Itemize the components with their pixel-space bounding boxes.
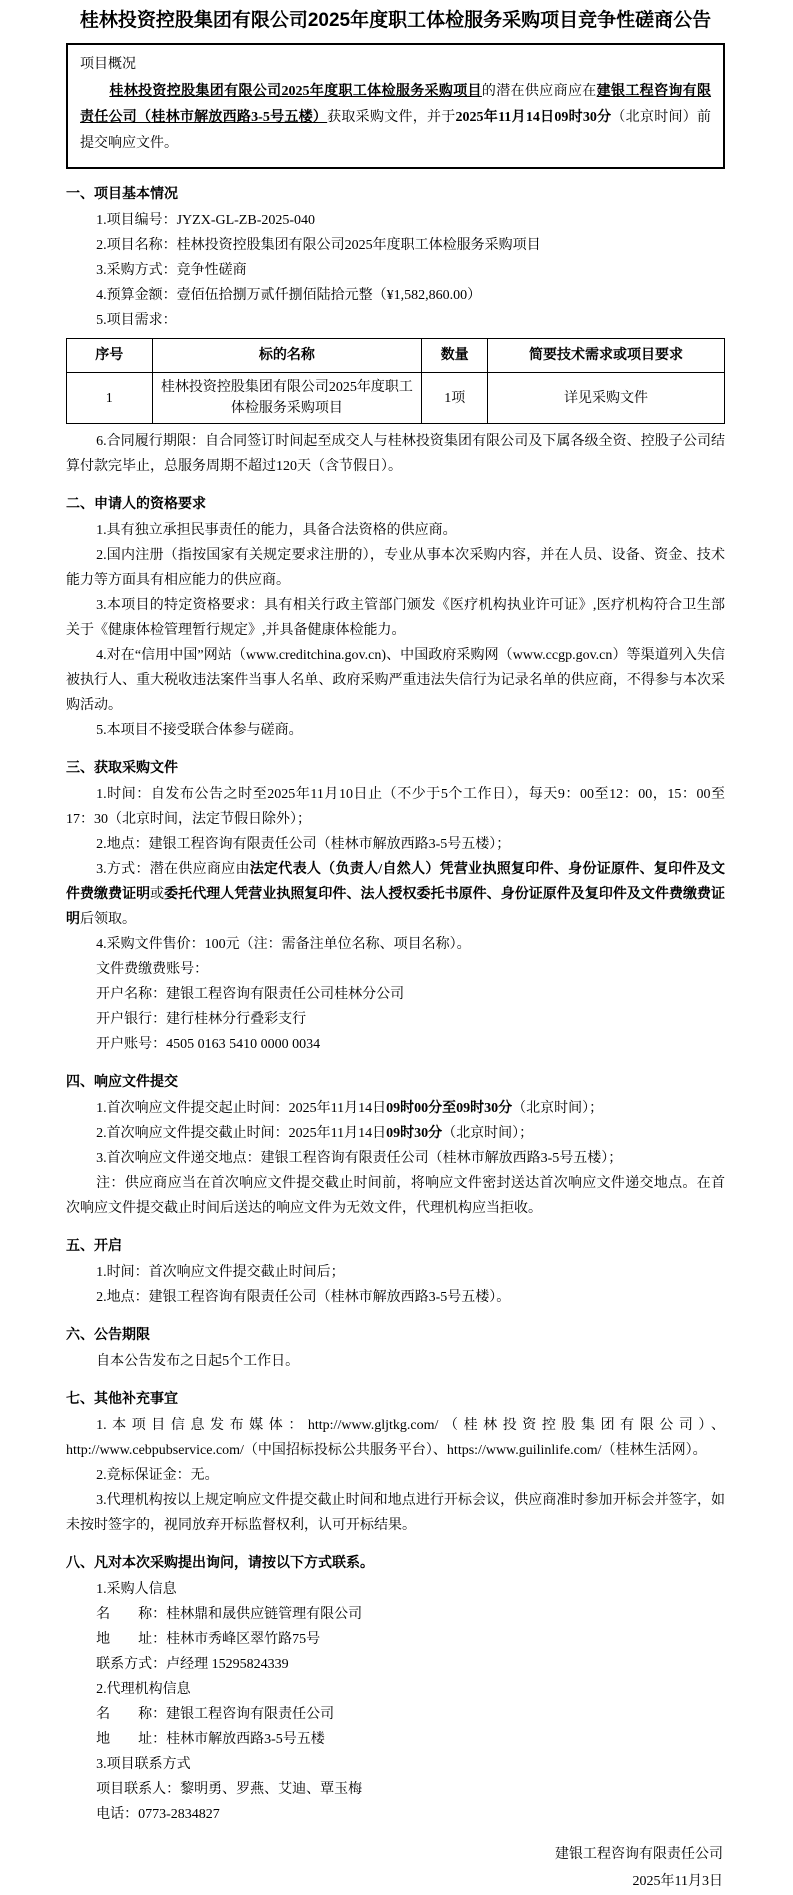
text-segment: 或 [150, 887, 165, 902]
opening-location [66, 1285, 725, 1310]
table-cell: 1项 [422, 373, 488, 424]
text-segment: 1.首次响应文件提交起止时间：2025年11月14日 [96, 1101, 387, 1116]
text-segment: （北京时间）； [442, 1126, 534, 1141]
text-segment: 2.代理机构信息 [96, 1682, 191, 1697]
text-segment: 地 址：桂林市解放西路3-5号五楼 [96, 1732, 325, 1747]
text-segment: 2.首次响应文件提交截止时间：2025年11月14日 [96, 1126, 387, 1141]
text-segment: 1.时间：首次响应文件提交截止时间后； [96, 1265, 345, 1280]
opening-meeting-rule [66, 1488, 725, 1538]
purchaser-contact [66, 1652, 725, 1677]
text-segment: 建银工程咨询有限责任公司（桂林市解放西路3-5号五楼） [80, 84, 712, 125]
project-requirements-label [66, 308, 725, 333]
text-segment: 开户账号：4505 0163 5410 0000 0034 [96, 1037, 321, 1052]
info-media [66, 1413, 725, 1463]
agency-name [66, 1702, 725, 1727]
qualification-1 [66, 518, 725, 543]
purchaser-info-label [66, 1577, 725, 1602]
qualification-5 [66, 718, 725, 743]
section-opening-heading: 五、开启 [66, 1237, 122, 1253]
text-segment: 桂林投资控股集团有限公司2025年度职工体检服务采购项目 [109, 84, 482, 99]
text-segment: 开户名称：建银工程咨询有限责任公司桂林分公司 [96, 987, 405, 1002]
project-name [66, 233, 725, 258]
text-segment: 2.竞标保证金：无。 [96, 1468, 219, 1483]
text-segment: 联系方式：卢经理 15295824339 [96, 1657, 289, 1672]
table-cell: 桂林投资控股集团有限公司2025年度职工体检服务采购项目 [152, 373, 422, 424]
text-segment: 09时30分 [386, 1126, 443, 1141]
text-segment: 2.地点：建银工程咨询有限责任公司（桂林市解放西路3-5号五楼）； [96, 837, 511, 852]
text-segment: 1.本项目信息发布媒体：http://www.gljtkg.com/（桂林投资控股集团有限公司）、http://www.cebpubservice.com/（中国招标投标公共服务平台）、https://www.guilinlife.com/（桂林生活网）。 [66, 1418, 725, 1458]
text-segment: 2.项目名称：桂林投资控股集团有限公司2025年度职工体检服务采购项目 [96, 238, 541, 253]
text-segment: 3.项目联系方式 [96, 1757, 191, 1772]
text-segment: 委托代理人凭营业执照复印件、法人授权委托书原件、身份证原件及复印件及文件费缴费证明 [66, 887, 726, 927]
text-segment: 开户银行：建行桂林分行叠彩支行 [96, 1012, 307, 1027]
announcement-period [66, 1349, 725, 1374]
account-bank [66, 1007, 725, 1032]
text-segment: 5.项目需求： [96, 313, 177, 328]
obtain-location [66, 832, 725, 857]
text-segment: 法定代表人（负责人/自然人）凭营业执照复印件、身份证原件、复印件及文件费缴费证明 [66, 862, 726, 902]
section-basic-info-heading: 一、项目基本情况 [66, 185, 178, 201]
table-header-cell: 序号 [67, 339, 153, 373]
account-name [66, 982, 725, 1007]
text-segment: 6.合同履行期限：自合同签订时间起至成交人与桂林投资集团有限公司及下属各级全资、控股子公司结算付款完毕止，总服务周期不超过120天（含节假日）。 [66, 434, 725, 474]
obtain-method [66, 857, 725, 932]
text-segment: （北京时间）； [512, 1101, 604, 1116]
text-segment: 2.国内注册（指按国家有关规定要求注册的），专业从事本次采购内容，并在人员、设备、资金、技术能力等方面具有相应能力的供应商。 [66, 548, 725, 588]
purchaser-name [66, 1602, 725, 1627]
overview-label: 项目概况 [80, 57, 136, 72]
text-segment: 1.采购人信息 [96, 1582, 177, 1597]
table-row [67, 373, 725, 424]
text-segment: 4.预算金额：壹佰伍拾捌万贰仟捌佰陆拾元整（¥1,582,860.00） [96, 288, 482, 303]
bid-deposit [66, 1463, 725, 1488]
footer-date: 2025年11月3日 [632, 1874, 723, 1889]
text-segment: 注：供应商应当在首次响应文件提交截止时间前，将响应文件密封送达首次响应文件递交地点。在首次响应文件提交截止时间后送达的响应文件为无效文件，代理机构应当拒收。 [66, 1176, 725, 1216]
text-segment: 1.具有独立承担民事责任的能力，具备合法资格的供应商。 [96, 523, 457, 538]
section-other-matters-heading: 七、其他补充事宜 [66, 1390, 178, 1406]
text-segment: 1.项目编号：JYZX-GL-ZB-2025-040 [96, 213, 316, 228]
table-header-cell: 简要技术需求或项目要求 [488, 339, 725, 373]
text-segment: 3.本项目的特定资格要求：具有相关行政主管部门颁发《医疗机构执业许可证》,医疗机构符合卫生部关于《健康体检管理暂行规定》,并具备健康体检能力。 [66, 598, 725, 638]
text-segment: 后领取。 [80, 912, 136, 927]
table-header-row [67, 339, 725, 373]
submit-start-end-time [66, 1096, 725, 1121]
qualification-2 [66, 543, 725, 593]
text-segment: 1.时间：自发布公告之时至2025年11月10日止（不少于5个工作日），每天9：00至12：00，15：00至17：30（北京时间，法定节假日除外）； [66, 787, 725, 827]
text-segment: 3.采购方式：竞争性磋商 [96, 263, 247, 278]
document-price [66, 932, 725, 957]
section-contact-heading: 八、凡对本次采购提出询问，请按以下方式联系。 [66, 1554, 374, 1570]
project-contacts [66, 1777, 725, 1802]
footer-agency-name: 建银工程咨询有限责任公司 [555, 1847, 723, 1862]
page-title: 桂林投资控股集团有限公司2025年度职工体检服务采购项目竞争性磋商公告 [79, 10, 712, 31]
document-body [66, 181, 725, 1827]
text-segment: 电话：0773-2834827 [96, 1807, 220, 1822]
text-segment: 项目联系人：黎明勇、罗燕、艾迪、覃玉梅 [96, 1782, 363, 1797]
qualification-3 [66, 593, 725, 643]
section-response-submission-heading: 四、响应文件提交 [66, 1073, 178, 1089]
section-obtain-documents-heading: 三、获取采购文件 [66, 759, 178, 775]
agency-info-label [66, 1677, 725, 1702]
table-cell: 详见采购文件 [488, 373, 725, 424]
submit-deadline [66, 1121, 725, 1146]
opening-time [66, 1260, 725, 1285]
text-segment: 地 址：桂林市秀峰区翠竹路75号 [96, 1632, 321, 1647]
text-segment: 名 称：建银工程咨询有限责任公司 [96, 1707, 335, 1722]
project-contact-label [66, 1752, 725, 1777]
overview-paragraph [80, 79, 711, 157]
text-segment: 4.对在“信用中国”网站（www.creditchina.gov.cn)、中国政府采购网（www.ccgp.gov.cn）等渠道列入失信被执行人、重大税收违法案件当事人名单、政府采购严重违法失信行为记录名单的供应商，不得参与本次采购活动。 [66, 648, 725, 713]
procurement-method [66, 258, 725, 283]
text-segment: 名 称：桂林鼎和晟供应链管理有限公司 [96, 1607, 363, 1622]
account-number [66, 1032, 725, 1057]
submit-location [66, 1146, 725, 1171]
purchaser-address [66, 1627, 725, 1652]
text-segment: 的潜在供应商应在 [481, 84, 597, 99]
section-announcement-period-heading: 六、公告期限 [66, 1326, 150, 1342]
document-footer [66, 1841, 725, 1895]
submit-note [66, 1171, 725, 1221]
agency-address [66, 1727, 725, 1752]
project-phone [66, 1802, 725, 1827]
contract-period [66, 429, 725, 479]
table-header-cell: 数量 [422, 339, 488, 373]
text-segment: （北京时间）前提交响应文件。 [80, 110, 712, 151]
text-segment: 2025年11月14日09时30分 [455, 110, 612, 125]
text-segment: 3.首次响应文件递交地点：建银工程咨询有限责任公司（桂林市解放西路3-5号五楼）； [96, 1151, 623, 1166]
text-segment: 3.代理机构按以上规定响应文件提交截止时间和地点进行开标会议，供应商准时参加开标会并签字，如未按时签字的，视同放弃开标监督权利，认可开标结果。 [66, 1493, 725, 1533]
table-header-cell: 标的名称 [152, 339, 422, 373]
text-segment: 4.采购文件售价：100元（注：需备注单位名称、项目名称）。 [96, 937, 471, 952]
table-cell: 1 [67, 373, 153, 424]
text-segment: 5.本项目不接受联合体参与磋商。 [96, 723, 303, 738]
text-segment: 2.地点：建银工程咨询有限责任公司（桂林市解放西路3-5号五楼）。 [96, 1290, 511, 1305]
text-segment: 获取采购文件，并于 [327, 110, 456, 125]
payment-account-label [66, 957, 725, 982]
text-segment: 09时00分至09时30分 [386, 1101, 513, 1116]
project-number [66, 208, 725, 233]
text-segment: 3.方式：潜在供应商应由 [96, 862, 250, 877]
qualification-4 [66, 643, 725, 718]
project-overview-box [66, 43, 725, 169]
budget-amount [66, 283, 725, 308]
requirements-table [66, 338, 725, 424]
text-segment: 自本公告发布之日起5个工作日。 [96, 1354, 300, 1369]
obtain-time [66, 782, 725, 832]
section-qualification-heading: 二、申请人的资格要求 [66, 495, 206, 511]
text-segment: 文件费缴费账号： [96, 962, 209, 977]
